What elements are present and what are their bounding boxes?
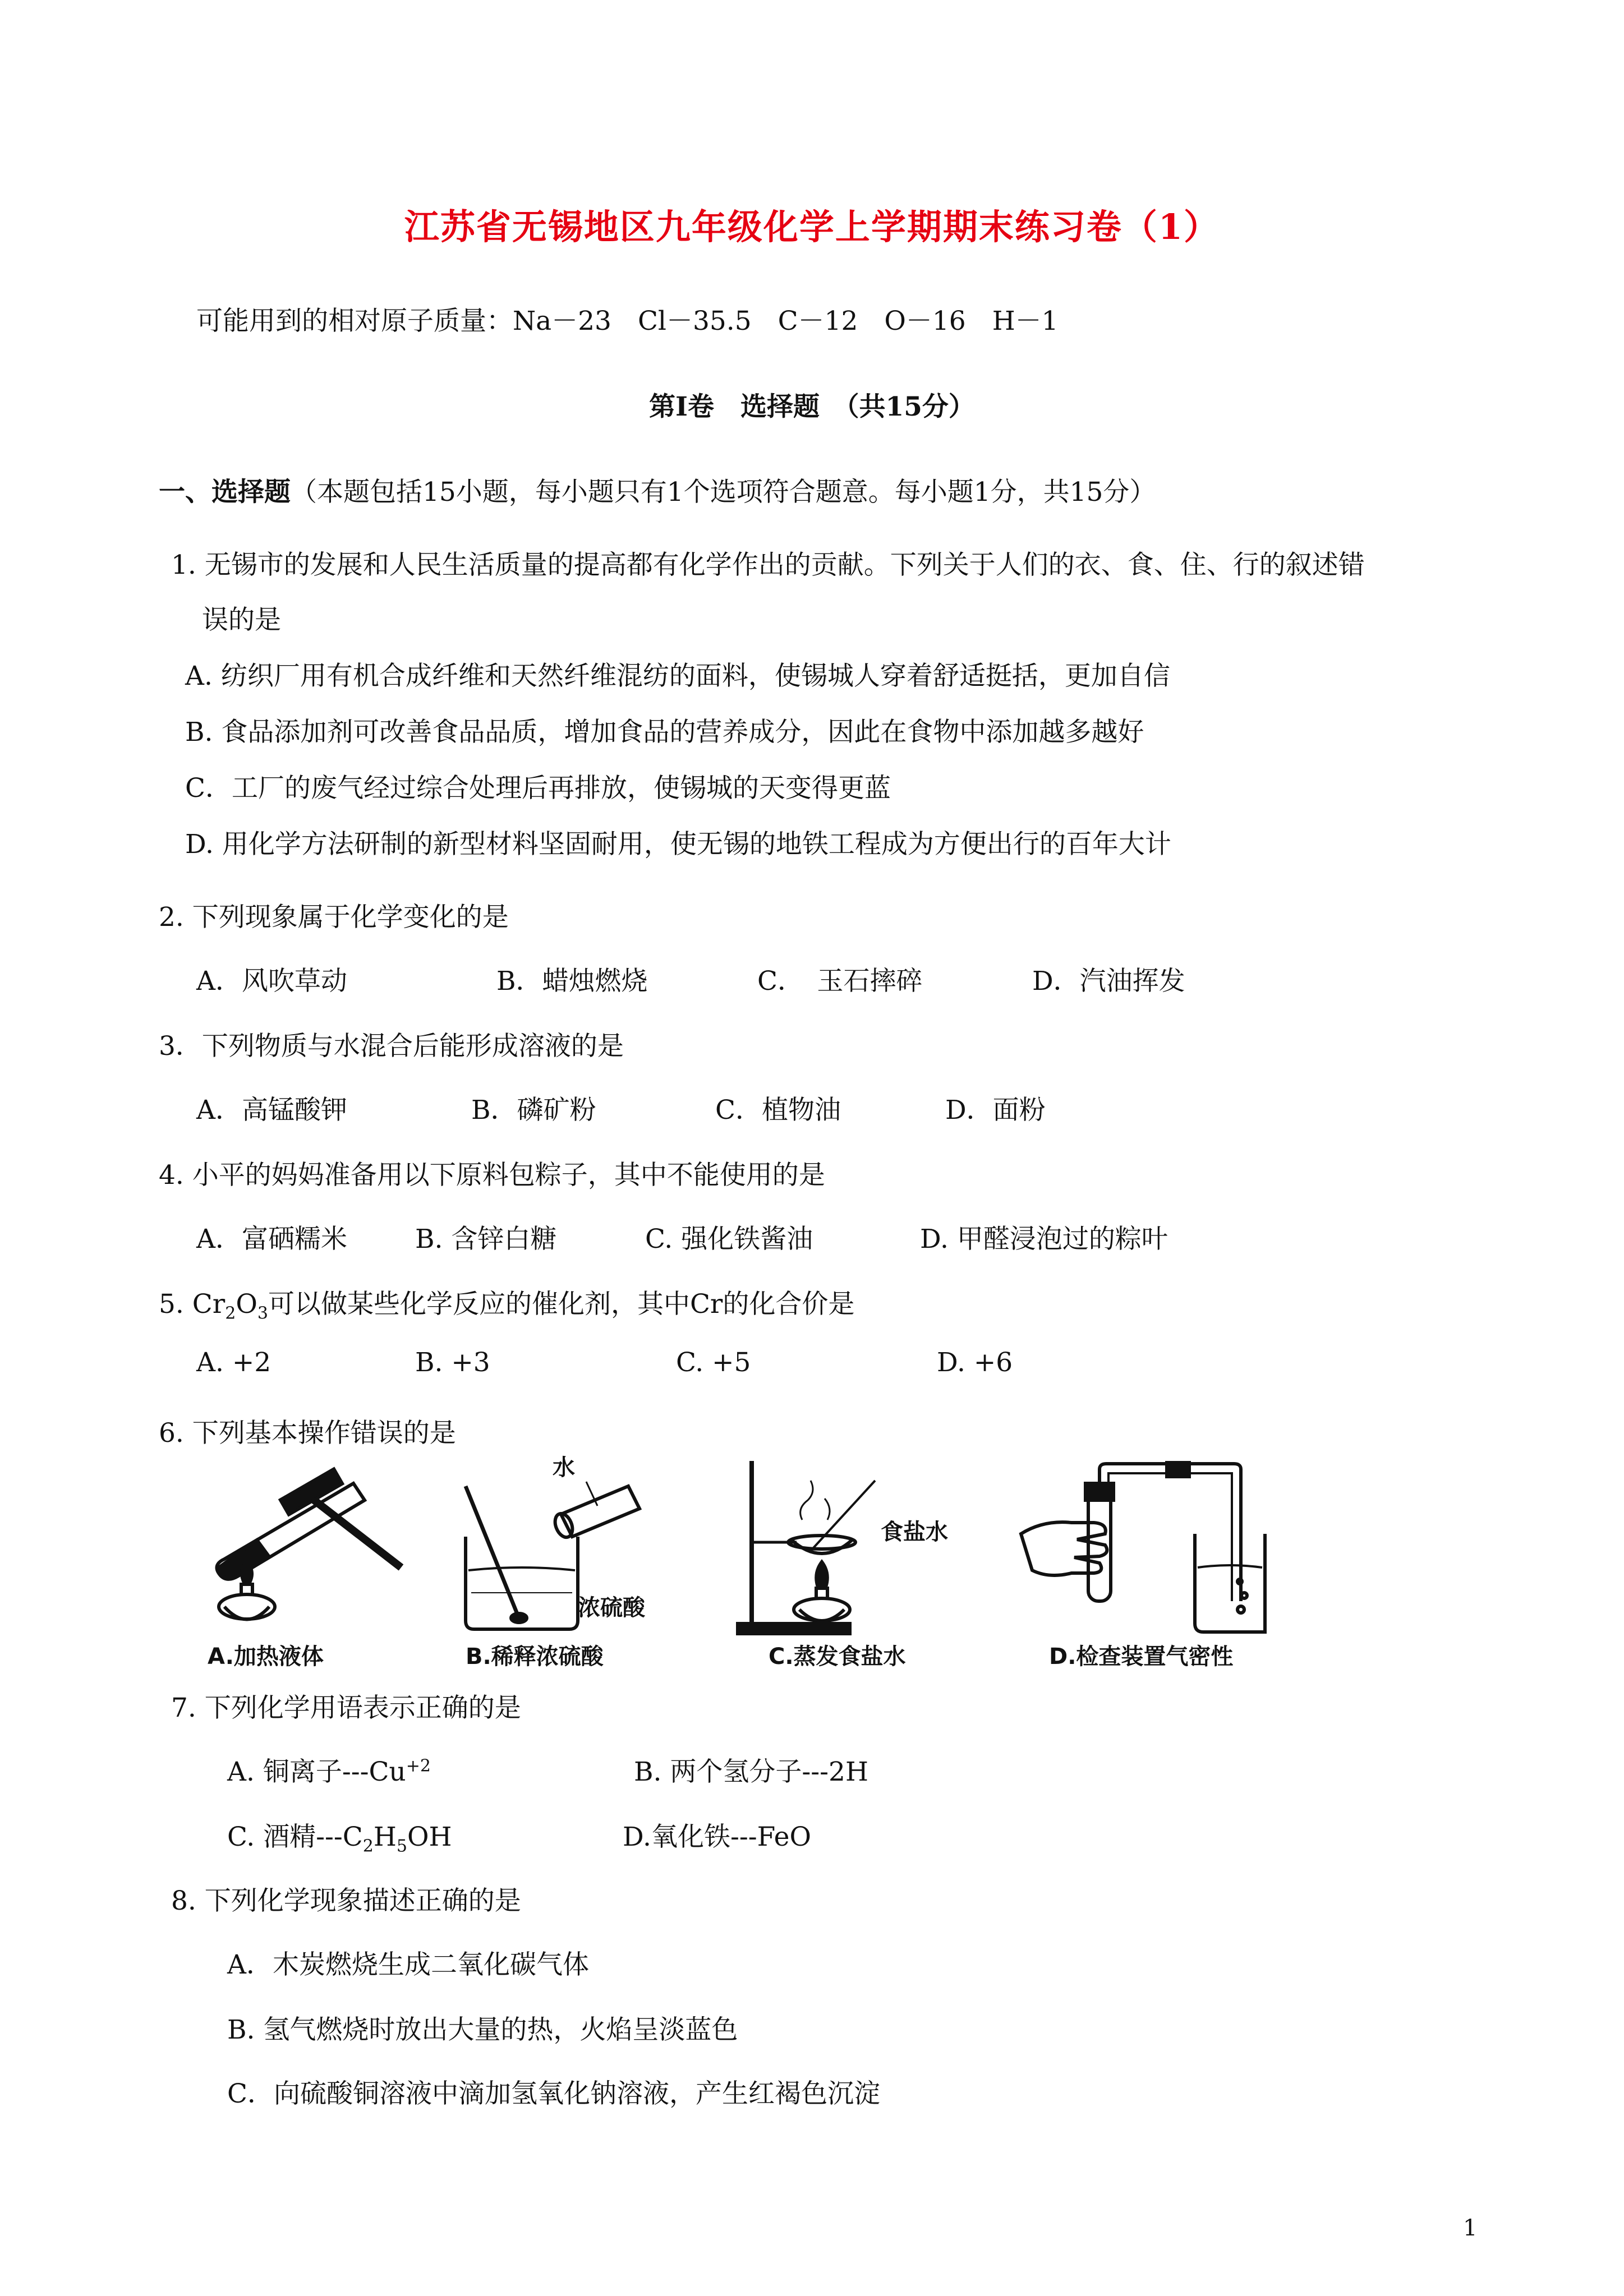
section-note: （本题包括15小题，每小题只有1个选项符合题意。每小题1分，共15分） — [291, 477, 1156, 508]
q1-option-a: A. 纺织厂用有机合成纤维和天然纤维混纺的面料，使锡城人穿着舒适挺括，更加自信 — [185, 661, 1170, 691]
q2-option-a: A．风吹草动 — [196, 966, 347, 997]
figure-caption-a: A.加热液体 — [208, 1644, 324, 1670]
q1-option-d: D. 用化学方法研制的新型材料坚固耐用，使无锡的地铁工程成为方便出行的百年大计 — [185, 829, 1171, 860]
q1-stem-line2: 误的是 — [202, 605, 281, 635]
q8-option-c: C．向硫酸铜溶液中滴加氢氧化钠溶液，产生红褐色沉淀 — [227, 2078, 880, 2109]
q8-stem: 8. 下列化学现象描述正确的是 — [171, 1885, 521, 1916]
q7-option-b: B. 两个氢分子---2H — [634, 1756, 868, 1787]
page-title: 江苏省无锡地区九年级化学上学期期末练习卷（1） — [404, 206, 1220, 247]
q4-option-d: D. 甲醛浸泡过的粽叶 — [920, 1224, 1168, 1255]
q7-option-c-text: C. 酒精---C — [227, 1822, 363, 1852]
q5-option-d: D. +6 — [937, 1347, 1013, 1378]
page-number: 1 — [1463, 2215, 1478, 2241]
q1-option-b: B. 食品添加剂可改善食品品质，增加食品的营养成分，因此在食物中添加越多越好 — [185, 717, 1144, 748]
section-heading — [159, 471, 1156, 509]
q5-formula-o: O — [236, 1289, 257, 1320]
q5-option-b: B. +3 — [415, 1347, 490, 1378]
q3-option-d: D．面粉 — [945, 1095, 1046, 1126]
q4-option-a: A．富硒糯米 — [196, 1224, 347, 1255]
q7-option-c — [227, 1816, 452, 1854]
q7-option-c-oh: OH — [407, 1822, 452, 1852]
q7-option-c-sub-2: 2 — [362, 1836, 374, 1856]
q5-sub-2: 2 — [225, 1303, 236, 1324]
volume-heading: 第Ⅰ卷 选择题 （共15分） — [649, 391, 975, 422]
q6-stem: 6. 下列基本操作错误的是 — [159, 1418, 456, 1449]
label-brine: 食盐水 — [881, 1519, 948, 1545]
q8-option-b: B. 氢气燃烧时放出大量的热，火焰呈淡蓝色 — [227, 2014, 738, 2045]
q4-option-b: B. 含锌白糖 — [415, 1224, 557, 1255]
q8-option-a: A．木炭燃烧生成二氧化碳气体 — [227, 1949, 589, 1980]
q3-option-a: A．高锰酸钾 — [196, 1095, 347, 1126]
q7-option-a — [227, 1751, 431, 1788]
q3-stem: 3．下列物质与水混合后能形成溶液的是 — [159, 1031, 624, 1062]
q7-option-c-sub-5: 5 — [396, 1836, 407, 1856]
figure-heating-liquid — [185, 1453, 410, 1632]
q7-option-a-text: A. 铜离子---Cu — [227, 1756, 406, 1787]
figure-caption-d: D.检查装置气密性 — [1049, 1644, 1234, 1670]
q7-option-c-h: H — [373, 1822, 397, 1852]
q2-stem: 2. 下列现象属于化学变化的是 — [159, 902, 509, 933]
q5-option-a: A. +2 — [196, 1347, 272, 1378]
q7-stem: 7. 下列化学用语表示正确的是 — [171, 1693, 521, 1723]
q5-option-c: C. +5 — [676, 1347, 751, 1378]
q7-option-d: D.氧化铁---FeO — [623, 1822, 811, 1852]
figure-caption-b: B.稀释浓硫酸 — [466, 1644, 604, 1670]
q2-option-c: C． 玉石摔碎 — [757, 966, 923, 997]
figure-airtightness-check — [1010, 1461, 1268, 1635]
q5-formula-cr: 5. Cr — [159, 1289, 226, 1320]
section-label: 一、选择题 — [159, 477, 291, 508]
q5-stem-text: 可以做某些化学反应的催化剂，其中Cr的化合价是 — [268, 1289, 855, 1320]
q5-sub-3: 3 — [257, 1303, 268, 1324]
q2-option-d: D．汽油挥发 — [1032, 966, 1185, 997]
q3-option-b: B．磷矿粉 — [471, 1095, 596, 1126]
label-conc-acid: 浓硫酸 — [578, 1595, 645, 1621]
q3-option-c: C．植物油 — [715, 1095, 841, 1126]
q1-option-c: C．工厂的废气经过综合处理后再排放，使锡城的天变得更蓝 — [185, 773, 891, 804]
q1-stem-line1: 1. 无锡市的发展和人民生活质量的提高都有化学作出的贡献。下列关于人们的衣、食、住、行的叙述错 — [171, 550, 1365, 580]
q7-option-a-charge: +2 — [406, 1756, 431, 1776]
label-water: 水 — [553, 1455, 575, 1481]
q4-stem: 4. 小平的妈妈准备用以下原料包粽子，其中不能使用的是 — [159, 1160, 825, 1191]
figure-caption-c: C.蒸发食盐水 — [769, 1644, 906, 1670]
q5-stem — [159, 1283, 855, 1324]
q4-option-c: C. 强化铁酱油 — [645, 1224, 813, 1255]
q2-option-b: B．蜡烛燃烧 — [496, 966, 648, 997]
atomic-masses: 可能用到的相对原子质量：Na－23 Cl－35.5 C－12 O－16 H－1 — [196, 306, 1059, 336]
figure-evaporating-brine — [729, 1458, 898, 1638]
